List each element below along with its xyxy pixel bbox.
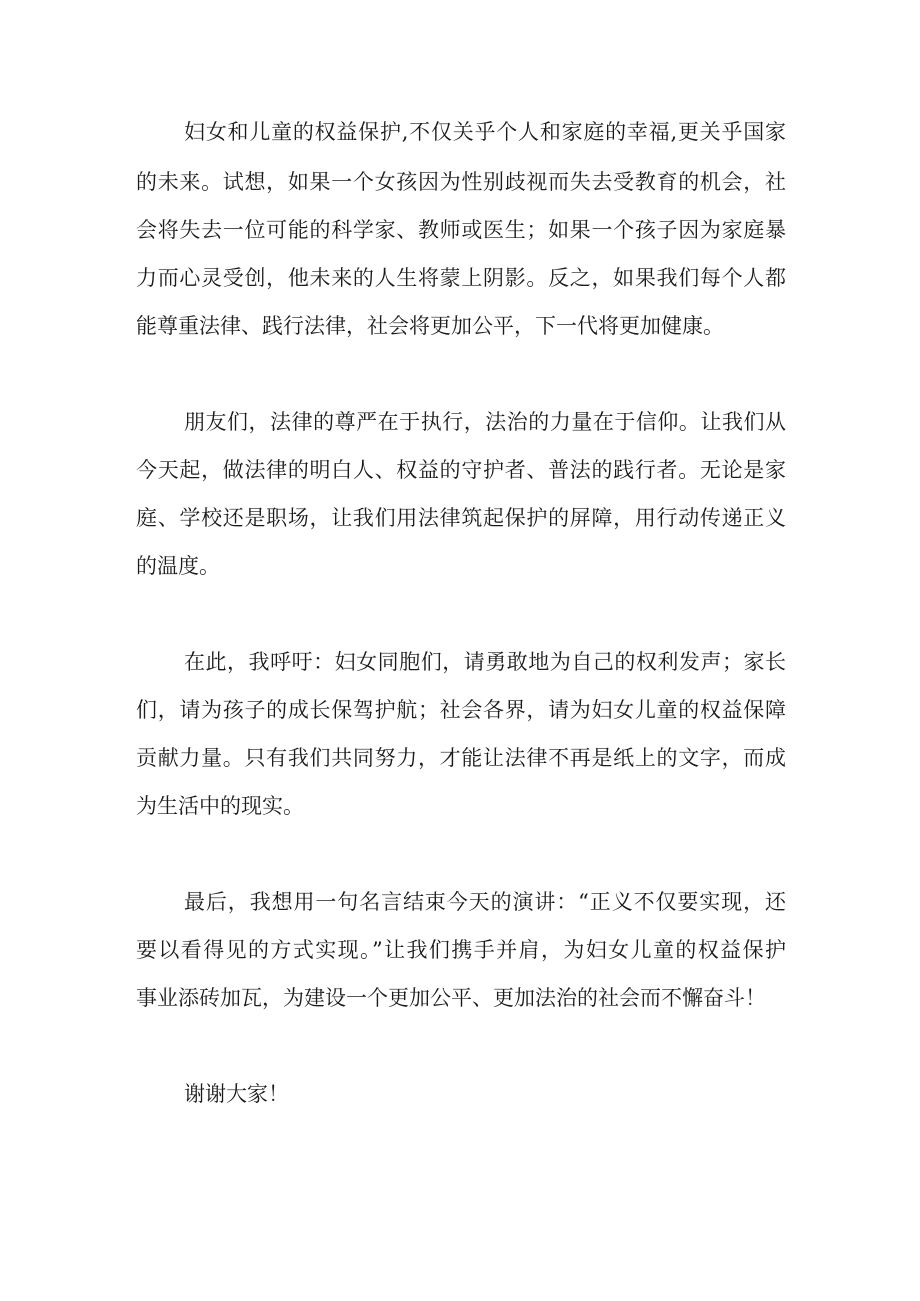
- paragraph-1-line-1: 妇女和儿童的权益保护,不仅关乎个人和家庭的幸福,更关乎国家: [184, 120, 786, 144]
- paragraph-4-line-2: 要以看得见的方式实现。”让我们携手并肩，为妇女儿童的权益保护: [136, 938, 786, 962]
- paragraph-3-line-2: 们，请为孩子的成长保驾护航；社会各界，请为妇女儿童的权益保障: [136, 698, 786, 722]
- paragraph-4-line-3: 事业添砖加瓦，为建设一个更加公平、更加法治的社会而不懈奋斗！: [136, 986, 766, 1010]
- paragraph-3-line-1: 在此，我呼吁：妇女同胞们，请勇敢地为自己的权利发声；家长: [184, 650, 786, 674]
- paragraph-5-line-1: 谢谢大家！: [184, 1082, 289, 1106]
- paragraph-2-line-3: 庭、学校还是职场，让我们用法律筑起保护的屏障，用行动传递正义: [136, 506, 786, 530]
- paragraph-2-line-2: 今天起，做法律的明白人、权益的守护者、普法的践行者。无论是家: [136, 458, 786, 482]
- paragraph-1-line-3: 会将失去一位可能的科学家、教师或医生；如果一个孩子因为家庭暴: [136, 218, 786, 242]
- paragraph-3-line-3: 贡献力量。只有我们共同努力，才能让法律不再是纸上的文字，而成: [136, 746, 786, 770]
- paragraph-1-line-2: 的未来。试想，如果一个女孩因为性别歧视而失去受教育的机会，社: [136, 170, 786, 194]
- paragraph-2-line-1: 朋友们，法律的尊严在于执行，法治的力量在于信仰。让我们从: [184, 410, 786, 434]
- paragraph-2-line-4: 的温度。: [136, 554, 220, 578]
- paragraph-3-line-4: 为生活中的现实。: [136, 794, 304, 818]
- paragraph-1-line-5: 能尊重法律、践行法律，社会将更加公平，下一代将更加健康。: [136, 314, 724, 338]
- paragraph-4-line-1: 最后，我想用一句名言结束今天的演讲：“正义不仅要实现，还: [184, 890, 786, 914]
- paragraph-1-line-4: 力而心灵受创，他未来的人生将蒙上阴影。反之，如果我们每个人都: [136, 266, 786, 290]
